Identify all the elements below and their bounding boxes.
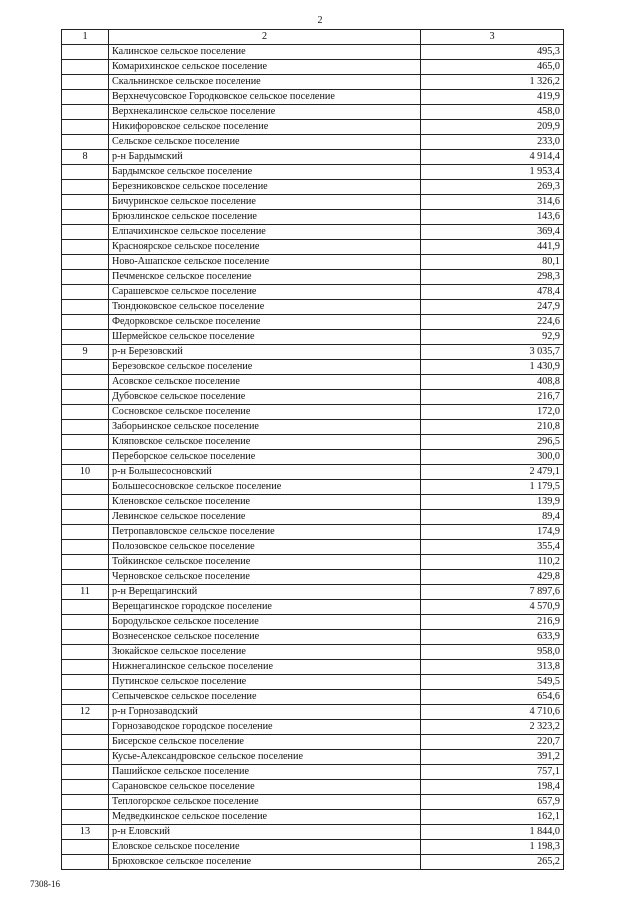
row-number-cell (62, 255, 109, 270)
settlement-name-cell: Ново-Ашапское сельское поселение (109, 255, 421, 270)
table-row (62, 180, 564, 195)
amount-cell: 2 479,1 (421, 465, 564, 480)
row-number-cell: 11 (62, 585, 109, 600)
amount-cell: 495,3 (421, 45, 564, 60)
amount-cell: 198,4 (421, 780, 564, 795)
amount-cell: 209,9 (421, 120, 564, 135)
row-number-cell (62, 795, 109, 810)
row-number-cell: 12 (62, 705, 109, 720)
settlement-name-cell: Сепычевское сельское поселение (109, 690, 421, 705)
amount-cell: 298,3 (421, 270, 564, 285)
settlement-name-cell: Бисерское сельское поселение (109, 735, 421, 750)
district-row (62, 825, 564, 840)
settlement-name-cell: Еловское сельское поселение (109, 840, 421, 855)
settlement-name-cell: Переборское сельское поселение (109, 450, 421, 465)
amount-cell: 269,3 (421, 180, 564, 195)
row-number-cell: 13 (62, 825, 109, 840)
header-col-3: 3 (421, 30, 564, 45)
amount-cell: 549,5 (421, 675, 564, 690)
amount-cell: 300,0 (421, 450, 564, 465)
row-number-cell (62, 75, 109, 90)
amount-cell: 958,0 (421, 645, 564, 660)
table-row (62, 600, 564, 615)
row-number-cell (62, 90, 109, 105)
table-row (62, 615, 564, 630)
row-number-cell (62, 810, 109, 825)
table-row (62, 450, 564, 465)
header-col-1: 1 (62, 30, 109, 45)
amount-cell: 4 570,9 (421, 600, 564, 615)
row-number-cell (62, 180, 109, 195)
amount-cell: 233,0 (421, 135, 564, 150)
table-row (62, 555, 564, 570)
settlement-name-cell: Верещагинское городское поселение (109, 600, 421, 615)
settlement-name-cell: Асовское сельское поселение (109, 375, 421, 390)
settlement-name-cell: Медведкинское сельское поселение (109, 810, 421, 825)
table-row (62, 375, 564, 390)
settlement-name-cell: Шермейское сельское поселение (109, 330, 421, 345)
settlement-name-cell: р-н Горнозаводский (109, 705, 421, 720)
settlement-name-cell: Верхнекалинское сельское поселение (109, 105, 421, 120)
row-number-cell (62, 435, 109, 450)
amount-cell: 633,9 (421, 630, 564, 645)
row-number-cell (62, 135, 109, 150)
table-row (62, 810, 564, 825)
row-number-cell (62, 735, 109, 750)
row-number-cell (62, 645, 109, 660)
row-number-cell (62, 375, 109, 390)
row-number-cell: 9 (62, 345, 109, 360)
settlement-name-cell: Левинское сельское поселение (109, 510, 421, 525)
header-col-2: 2 (109, 30, 421, 45)
amount-cell: 210,8 (421, 420, 564, 435)
settlement-name-cell: Никифоровское сельское поселение (109, 120, 421, 135)
table-row (62, 270, 564, 285)
row-number-cell: 8 (62, 150, 109, 165)
amount-cell: 757,1 (421, 765, 564, 780)
settlement-name-cell: Калинское сельское поселение (109, 45, 421, 60)
amount-cell: 220,7 (421, 735, 564, 750)
settlement-name-cell: Полозовское сельское поселение (109, 540, 421, 555)
amount-cell: 224,6 (421, 315, 564, 330)
table-row (62, 90, 564, 105)
settlement-name-cell: Путинское сельское поселение (109, 675, 421, 690)
settlement-name-cell: Березниковское сельское поселение (109, 180, 421, 195)
district-row (62, 150, 564, 165)
settlement-name-cell: Петропавловское сельское поселение (109, 525, 421, 540)
amount-cell: 2 323,2 (421, 720, 564, 735)
row-number-cell (62, 105, 109, 120)
table-row (62, 315, 564, 330)
table-row (62, 495, 564, 510)
settlement-name-cell: Бичуринское сельское поселение (109, 195, 421, 210)
amount-cell: 247,9 (421, 300, 564, 315)
amount-cell: 1 953,4 (421, 165, 564, 180)
row-number-cell (62, 240, 109, 255)
amount-cell: 4 914,4 (421, 150, 564, 165)
table-row (62, 390, 564, 405)
settlement-name-cell: Кляповское сельское поселение (109, 435, 421, 450)
settlement-name-cell: р-н Еловский (109, 825, 421, 840)
table-row (62, 675, 564, 690)
amount-cell: 478,4 (421, 285, 564, 300)
settlement-name-cell: Вознесенское сельское поселение (109, 630, 421, 645)
table-row (62, 540, 564, 555)
row-number-cell (62, 330, 109, 345)
row-number-cell (62, 360, 109, 375)
amount-cell: 419,9 (421, 90, 564, 105)
row-number-cell (62, 225, 109, 240)
settlement-name-cell: р-н Бардымский (109, 150, 421, 165)
table-row (62, 285, 564, 300)
amount-cell: 391,2 (421, 750, 564, 765)
row-number-cell (62, 780, 109, 795)
row-number-cell (62, 570, 109, 585)
settlement-name-cell: Сарановское сельское поселение (109, 780, 421, 795)
amount-cell: 4 710,6 (421, 705, 564, 720)
row-number-cell (62, 690, 109, 705)
amount-cell: 7 897,6 (421, 585, 564, 600)
row-number-cell (62, 495, 109, 510)
table-row (62, 135, 564, 150)
table-row (62, 255, 564, 270)
settlement-name-cell: Нижнегалинское сельское поселение (109, 660, 421, 675)
row-number-cell (62, 300, 109, 315)
amount-cell: 313,8 (421, 660, 564, 675)
row-number-cell (62, 195, 109, 210)
settlement-name-cell: р-н Большесосновский (109, 465, 421, 480)
settlement-name-cell: Печменское сельское поселение (109, 270, 421, 285)
table-row (62, 510, 564, 525)
amount-cell: 92,9 (421, 330, 564, 345)
settlement-name-cell: Дубовское сельское поселение (109, 390, 421, 405)
row-number-cell (62, 510, 109, 525)
settlement-name-cell: Кленовское сельское поселение (109, 495, 421, 510)
amount-cell: 657,9 (421, 795, 564, 810)
settlement-name-cell: Федорковское сельское поселение (109, 315, 421, 330)
settlement-name-cell: Тюндюковское сельское поселение (109, 300, 421, 315)
row-number-cell (62, 480, 109, 495)
amount-cell: 458,0 (421, 105, 564, 120)
table-row (62, 120, 564, 135)
table-row (62, 645, 564, 660)
amount-cell: 216,7 (421, 390, 564, 405)
settlement-name-cell: р-н Березовский (109, 345, 421, 360)
settlement-name-cell: Брюховское сельское поселение (109, 855, 421, 870)
amount-cell: 1 326,2 (421, 75, 564, 90)
amount-cell: 139,9 (421, 495, 564, 510)
amount-cell: 408,8 (421, 375, 564, 390)
row-number-cell (62, 270, 109, 285)
settlement-name-cell: Зюкайское сельское поселение (109, 645, 421, 660)
settlement-name-cell: Пашийское сельское поселение (109, 765, 421, 780)
amount-cell: 355,4 (421, 540, 564, 555)
row-number-cell (62, 285, 109, 300)
amount-cell: 143,6 (421, 210, 564, 225)
table-row (62, 720, 564, 735)
document-code: 7308-16 (30, 879, 60, 889)
amount-cell: 296,5 (421, 435, 564, 450)
settlement-name-cell: Сосновское сельское поселение (109, 405, 421, 420)
row-number-cell (62, 450, 109, 465)
table-row (62, 735, 564, 750)
row-number-cell (62, 660, 109, 675)
settlement-name-cell: Березовское сельское поселение (109, 360, 421, 375)
amount-cell: 1 179,5 (421, 480, 564, 495)
row-number-cell (62, 210, 109, 225)
row-number-cell (62, 540, 109, 555)
table-row (62, 165, 564, 180)
settlement-name-cell: Скальнинское сельское поселение (109, 75, 421, 90)
settlement-name-cell: Большесосновское сельское поселение (109, 480, 421, 495)
amount-cell: 162,1 (421, 810, 564, 825)
amount-cell: 174,9 (421, 525, 564, 540)
row-number-cell (62, 675, 109, 690)
table-row (62, 480, 564, 495)
table-row (62, 240, 564, 255)
amount-cell: 80,1 (421, 255, 564, 270)
amount-cell: 110,2 (421, 555, 564, 570)
amount-cell: 1 844,0 (421, 825, 564, 840)
row-number-cell: 10 (62, 465, 109, 480)
row-number-cell (62, 120, 109, 135)
amount-cell: 465,0 (421, 60, 564, 75)
budget-table (61, 29, 564, 870)
row-number-cell (62, 555, 109, 570)
page-number: 2 (317, 15, 323, 26)
amount-cell: 1 198,3 (421, 840, 564, 855)
settlement-name-cell: Тойкинское сельское поселение (109, 555, 421, 570)
amount-cell: 1 430,9 (421, 360, 564, 375)
settlement-name-cell: Кусье-Александровское сельское поселение (109, 750, 421, 765)
table-row (62, 420, 564, 435)
row-number-cell (62, 405, 109, 420)
table-row (62, 765, 564, 780)
table-body (62, 30, 564, 870)
amount-cell: 369,4 (421, 225, 564, 240)
amount-cell: 216,9 (421, 615, 564, 630)
table-row (62, 225, 564, 240)
row-number-cell (62, 750, 109, 765)
row-number-cell (62, 630, 109, 645)
table-row (62, 780, 564, 795)
table-row (62, 105, 564, 120)
table-row (62, 330, 564, 345)
settlement-name-cell: Красноярское сельское поселение (109, 240, 421, 255)
amount-cell: 314,6 (421, 195, 564, 210)
settlement-name-cell: Теплогорское сельское поселение (109, 795, 421, 810)
row-number-cell (62, 390, 109, 405)
row-number-cell (62, 315, 109, 330)
settlement-name-cell: Горнозаводское городское поселение (109, 720, 421, 735)
district-row (62, 585, 564, 600)
amount-cell: 89,4 (421, 510, 564, 525)
row-number-cell (62, 855, 109, 870)
table-row (62, 75, 564, 90)
table-row (62, 855, 564, 870)
settlement-name-cell: Елпачихинское сельское поселение (109, 225, 421, 240)
settlement-name-cell: Брюзлинское сельское поселение (109, 210, 421, 225)
row-number-cell (62, 615, 109, 630)
settlement-name-cell: Заборьинское сельское поселение (109, 420, 421, 435)
table-row (62, 435, 564, 450)
table-row (62, 210, 564, 225)
settlement-name-cell: Комарихинское сельское поселение (109, 60, 421, 75)
table-row (62, 795, 564, 810)
table-row (62, 750, 564, 765)
row-number-cell (62, 165, 109, 180)
table-row (62, 630, 564, 645)
amount-cell: 265,2 (421, 855, 564, 870)
settlement-name-cell: Сельское сельское поселение (109, 135, 421, 150)
district-row (62, 465, 564, 480)
table-row (62, 45, 564, 60)
row-number-cell (62, 840, 109, 855)
amount-cell: 172,0 (421, 405, 564, 420)
row-number-cell (62, 420, 109, 435)
district-row (62, 705, 564, 720)
amount-cell: 3 035,7 (421, 345, 564, 360)
settlement-name-cell: Сарашевское сельское поселение (109, 285, 421, 300)
table-row (62, 360, 564, 375)
table-header-row (62, 30, 564, 45)
settlement-name-cell: Верхнечусовское Городковское сельское поселение (109, 90, 421, 105)
row-number-cell (62, 60, 109, 75)
district-row (62, 345, 564, 360)
row-number-cell (62, 525, 109, 540)
table-row (62, 300, 564, 315)
row-number-cell (62, 600, 109, 615)
settlement-name-cell: р-н Верещагинский (109, 585, 421, 600)
table-row (62, 840, 564, 855)
table-row (62, 405, 564, 420)
row-number-cell (62, 720, 109, 735)
amount-cell: 654,6 (421, 690, 564, 705)
amount-cell: 441,9 (421, 240, 564, 255)
settlement-name-cell: Бородульское сельское поселение (109, 615, 421, 630)
row-number-cell (62, 765, 109, 780)
amount-cell: 429,8 (421, 570, 564, 585)
row-number-cell (62, 45, 109, 60)
table-row (62, 195, 564, 210)
table-row (62, 525, 564, 540)
table-row (62, 60, 564, 75)
table-row (62, 690, 564, 705)
settlement-name-cell: Черновское сельское поселение (109, 570, 421, 585)
table-row (62, 660, 564, 675)
table-row (62, 570, 564, 585)
settlement-name-cell: Бардымское сельское поселение (109, 165, 421, 180)
